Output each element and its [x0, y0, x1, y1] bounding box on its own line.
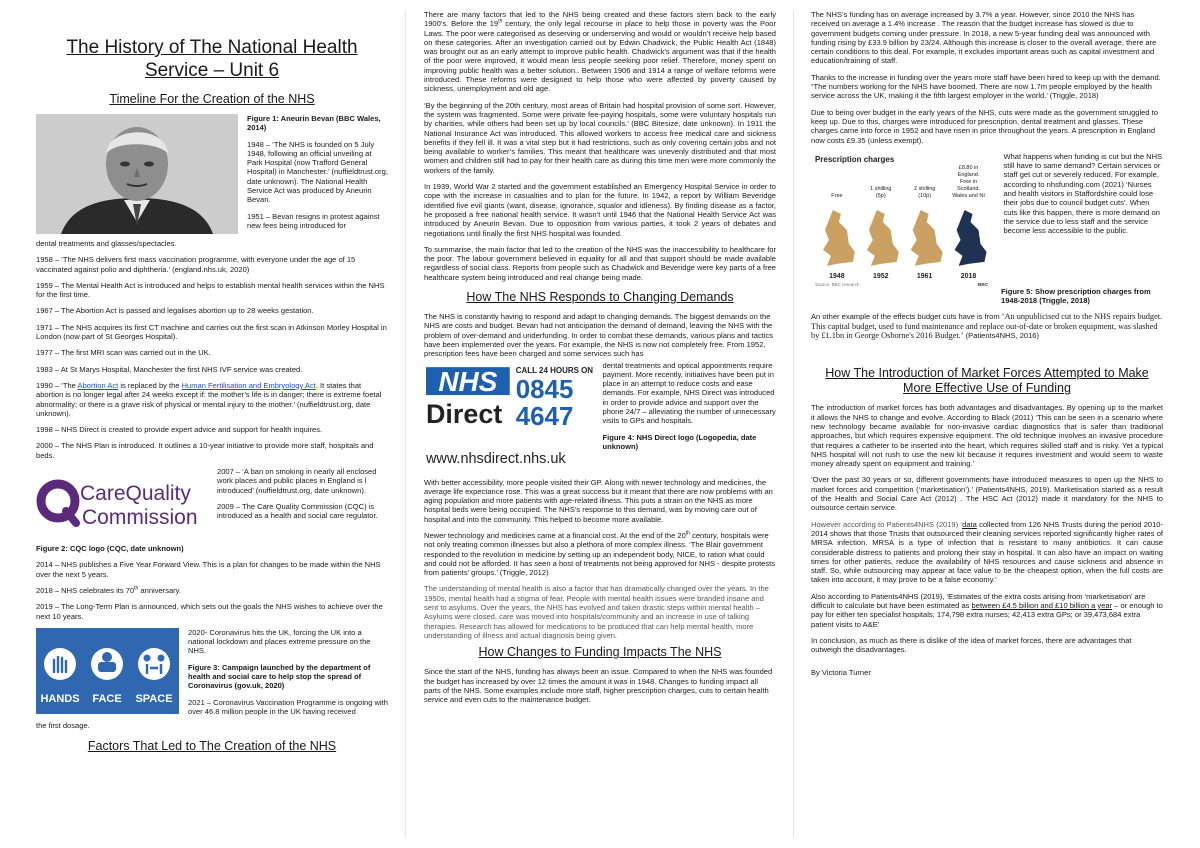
- figure-prescription: [811, 152, 1163, 290]
- figure-cqc-text: [217, 467, 387, 539]
- page-title: The History of The National Health Service – Unit 6: [66, 37, 358, 81]
- figure-2-caption: Figure 2: CQC logo (CQC, date unknown): [36, 544, 184, 554]
- figure-nhs-direct: [424, 361, 776, 473]
- demands-paragraph-1: The NHS is constantly having to respond and adapt to changing demands. The biggest demands on the NHS are costs and budget. Bevan had not anticipation the demand of demand, leaving the NHS with the problem of over-demand and underfunding. In order to combat these demands, various plans and tactics have been implemented over the years. For example, the NHS is now not completely free. From 1952, prescription fees have been charged and some services such has: [424, 312, 774, 359]
- timeline-entry-2021-continued: the first dosage.: [36, 721, 90, 731]
- chart-source: Source: BBC research: [814, 281, 860, 287]
- figure-bevan-text: [247, 114, 388, 234]
- figure-nhs-direct-text: [603, 361, 777, 473]
- market-p3-text-end: collected from 126 NHS Trusts during the period 2010-2014 shows that those Trusts that outsourced their cleaning services reported significantly higher rates of MRSA infection. MRSA is a type of infection that is resistant to many antibiotics. It can cause considerable distress to patients and prolong their stay in hospital. It can also have an impact on waiting times for other patients, reduce the availability of NHS resources and cause sickness and absence in staff. So, while outsourcing may appear at face value to be the cheapest option, when the full costs are taken into account, it may prove to be a false economy.’: [811, 519, 1163, 585]
- timeline-entry-1951-continued: dental treatments and glasses/spectacles.: [36, 239, 177, 248]
- byline: By Victoria Turner: [811, 668, 871, 678]
- timeline-entry-2007: 2007 – ‘A ban on smoking in nearly all enclosed work places and public places in England is l introduced’ (nuffieldtrust.org, date unknown).: [217, 467, 377, 495]
- funding-paragraph-4: Due to being over budget in the early years of the NHS, cuts were made as the government struggled to keep up. Due to this, charges were introduced for prescription, dental treatment and glasses. These charges came into force in 1952 and have risen in price throughout the years. A prescription in England now costs £9.35 (unless exempt).: [811, 107, 1158, 145]
- factors-paragraph-2: ‘By the beginning of the 20th century, most areas of Britain had hospital provision of some sort. However, the system was fragmented. Some were private fee-paying hospitals, some were voluntary hospitals run by charities, while others had been set up by local councils.’ (BBC Bitesize, date unknown). In 1911 the National Insurance Act was introduced. This allowed workers to access free medical care and sickness benefits if they fell ill. It was a vital step but it had restrictions, such as only covering certain jobs and not being available to worker’s families. This meant that healthcare was unevenly distributed and that most women and children still had to pay for their health care as during this time men were more commonly the workers of the family.: [424, 100, 776, 175]
- factors-paragraph-4: To summarise, the main factor that led to the creation of the NHS was the inaccessibility to healthcare for the poor. The labour government believed in equality for all and that support should be made available regardless of social class. Reports from people such as Chadwick and Beveridge were key parts of a free healthcare system being introduced and real change being made.: [424, 244, 776, 282]
- timeline-entry-1948: 1948 – ‘The NHS is founded on 5 July 1948, following an official unveiling at Park Hospital (now Trafford General Hospital) in Manchester.’ (nuffieldtrust.org, date unknown). The National Health Service Act was produced by Aneurin Bevan.: [247, 139, 388, 205]
- market-p4-text: Also according to Patients4NHS (2019), ‘Estimates of the extra costs arising from ‘marketisation’ are difficult to calculate but have been estimated as: [811, 591, 1146, 610]
- demands-paragraph-1-continued: dental treatments and optical appointments require payment. More recently, initiatives have been put in place in an attempt to reduce costs and ease demands. For example, NHS Direct was introduced in order to provide advice and support over the phone 24/7 – alleviating the number of unnecessary visits to GPs and hospitals.: [602, 360, 776, 426]
- chart-price-label-1952: 1 shilling (5p): [870, 185, 892, 199]
- figure-campaign-text: [188, 628, 388, 716]
- timeline-entry-2018: [36, 586, 388, 595]
- timeline-entry-2014: 2014 – NHS publishes a Five Year Forward View. This is a plan for changes to be made within the NHS over the next 5 years.: [36, 560, 381, 579]
- column-timeline: [36, 26, 388, 841]
- funding-p5-quote: ‘An unpublicised cut to the NHS repairs budget. This capital budget, used to fund maintenance and replace out-of-date or broken equipment, was slashed by £1.1bn in George Osborne's 2016 Budget.’: [811, 312, 1163, 341]
- funding-paragraph-2: The NHS’s funding has on average increased by 3.7% a year. However, since 2010 the NHS has received on average a 1.4% increase . The reason that the budget increase has slowed is due to government budgets coming under pressure. In 2018, a new 5-year funding deal was announced with funding rising by £33.9 billion by 23/24. Although this increase is closer to the overall average, there are certain conditions to this deal. For example, it excludes important areas such as capital investment and education/training of staff.: [811, 10, 1157, 66]
- figure-1-caption: Figure 1: Aneurin Bevan (BBC Wales, 2014): [247, 114, 381, 133]
- funding-paragraph-3: Thanks to the increase in funding over the years more staff have been hired to keep up with the demand. “The numbers working for the NHS have boomed. There are now 1.7m people employed by the health service across the UK, making it the fifth largest employer in the world.’ (Triggle, 2018): [811, 72, 1161, 101]
- demands-p3-text-end: century, hospitals were not only treating common illnesses but also a plethora of more complex illness. ‘The Blair government responded to the revolution in medicine by setting up an independent body, NICE, to ration what could and could not be afforded. It has seen a host of treatments not being approved for NHS - despite protests from patients’ groups.’ (Triggle, 2012): [424, 530, 776, 578]
- campaign-label-face: FACE: [92, 692, 122, 705]
- abortion-act-link[interactable]: Abortion Act: [77, 380, 119, 390]
- logo-call-text: CALL 24 HOURS ON: [515, 365, 594, 375]
- logo-number-1: 0845: [515, 375, 574, 404]
- factors-paragraph-1: [424, 10, 776, 94]
- logo-direct-text: Direct: [425, 398, 503, 429]
- timeline-entry-2009: 2009 – The Care Quality Commission (CQC) is introduced as a health and social care regulator.: [217, 501, 378, 521]
- entry-1990-text-c: . It states that abortion is no longer legal after 24 weeks except if: the mother’s life is in danger; there is extreme foetal abnormality; or there is a grave risk of physical or mental injury to the mother.’ (nuffieldtrust.org, date unknown).: [36, 380, 382, 418]
- chart-year-label-1948: 1948: [829, 272, 845, 280]
- entry-2018-text-end: anniversary.: [138, 585, 181, 595]
- market-p3-underlined: data: [962, 519, 977, 529]
- entry-2018-text: 2018 – NHS celebrates its 70: [36, 585, 135, 595]
- figure-cqc: [36, 467, 388, 539]
- figure-3-caption: Figure 3: Campaign launched by the department of health and social care to help stop the spread of Coronavirus (gov.uk, 2020): [188, 662, 371, 691]
- logo-nhs-text: NHS: [438, 365, 498, 397]
- hfe-act-link[interactable]: Human Fertilisation and Embryology Act: [181, 380, 316, 390]
- logo-number-2: 4647: [515, 402, 574, 431]
- market-paragraph-3: [811, 520, 1163, 585]
- hands-face-space-graphic: [36, 628, 179, 714]
- prescription-charges-chart: [811, 152, 994, 290]
- market-p3-text: However according to Patients4NHS (2019) ‘: [811, 519, 963, 529]
- chart-price-label-1948: Free: [831, 192, 843, 199]
- market-p4-text-end: – or enough to pay for either ten specialist hospitals; 174,798 extra nurses; 42,413 extra GPs; or 39,473,684 extra patient visits to A&E’: [811, 600, 1163, 629]
- timeline-entry-2019: 2019 – The Long-Term Plan is announced, which sets out the goals the NHS wishes to achieve over the next 10 years.: [36, 602, 383, 621]
- entry-1990-text-a: 1990 – ‘The: [36, 380, 78, 390]
- market-p4-underlined: between £4.5 billion and £10 billion a year: [971, 600, 1113, 610]
- factors-p1-text: There are many factors that led to the NHS being created and these factors stem back to the early 1900’s. Before the 19: [424, 10, 776, 29]
- figure-5-caption: Figure 5: Show prescription charges from 1948-2018 (Triggle, 2018): [1001, 286, 1151, 306]
- column-factors: [424, 10, 776, 825]
- factors-heading: Factors That Led to The Creation of the NHS: [87, 738, 337, 753]
- cqc-logo-line1: CareQuality: [80, 482, 191, 506]
- chart-year-label-1961: 1961: [916, 272, 933, 280]
- column-funding: [811, 10, 1163, 825]
- timeline-entry-1990: [36, 381, 388, 418]
- timeline-entry-1971: 1971 – The NHS acquires its first CT machine and carries out the first scan in Atkinson Morley Hospital in London (now part of St Georges Hospital).: [36, 322, 387, 342]
- nhs-direct-logo: [424, 361, 594, 473]
- entry-2018-sup: th: [134, 585, 139, 592]
- budget-cut-sidebar-text: What happens when funding is cut but the NHS still have to same demand? Certain services or staff get cut or severely reduced. For example, according to nhsfunding.com (2021) ‘Nurses and health visitors in Staffordshire could lose their jobs due to council budget cuts’. When cuts like this happen, there is more demand on the service due to less staff and the service become less accessible to the public.: [1003, 151, 1163, 236]
- timeline-entry-2021: 2021 – Coronavirus Vaccination Programme is ongoing with over 46.8 million people in the UK having received: [188, 697, 388, 716]
- figure-4-caption: Figure 4: NHS Direct logo (Logopedia, date unknown): [602, 432, 757, 451]
- factors-p1-text-end: century, the only legal recourse in place to help those in poverty was the Poor Laws. The poor were categorised as deserving or underserving and would or wouldn’t receive help based on these categories. After an investigation carried out by Edwin Chadwick, the Public Health Act (1848) was brought out as an early attempt to improve public health. Chadwick's argument was that if the health of the poor were improved, it would mean less people seeking poor relief. Therefore, money spent on improving public health was a better solution.. Between 1906 and 1914 a range of welfare reforms were introduced. These reforms were designed to help those who were affected by poverty caused by sickness, unemployment and old age.: [424, 19, 776, 94]
- factors-p1-sup: th: [498, 18, 503, 25]
- timeline-entry-1998: 1998 – NHS Direct is created to provide expert advice and support for health inquires.: [36, 425, 323, 435]
- chart-year-label-2018: 2018: [960, 272, 977, 280]
- figure-bevan: [36, 114, 388, 234]
- figure-campaign: [36, 628, 388, 716]
- demands-paragraph-2: With better accessibility, more people visited their GP. Along with newer technology and medicines, the average life expectance rose. This was a great success but it meant that there are now problems with an aging population and more patients with age-related illness. This puts a strain on the NHS as more hospital beds were being occupied. The NHS’s response to this demand, was by moving care out of hospital and into the community. This helped to become more available.: [424, 477, 773, 524]
- timeline-entry-1977: 1977 – The first MRI scan was carried out in the UK.: [36, 348, 211, 358]
- timeline-entry-1958: 1958 – ‘The NHS delivers first mass vaccination programme, with everyone under the age of 15 vaccinated against polio and diphtheria.’ (england.nhs.uk, 2020): [36, 255, 356, 274]
- demands-heading: How The NHS Responds to Changing Demands: [466, 290, 734, 305]
- timeline-entry-1951: 1951 – Bevan resigns in protest against new fees being introduced for: [247, 211, 380, 230]
- market-forces-heading: How The Introduction of Market Forces Attempted to Make More Effective Use of Funding: [825, 366, 1149, 396]
- timeline-entry-1959: 1959 – The Mental Health Act is introduced and helps to establish mental health services within the NHS for the first time.: [36, 280, 385, 300]
- cqc-logo: [36, 467, 208, 539]
- campaign-label-hands: HANDS: [40, 692, 80, 705]
- funding-heading: How Changes to Funding Impacts The NHS: [478, 645, 722, 660]
- timeline-entry-1967: 1967 – The Abortion Act is passed and legalises abortion up to 28 weeks gestation.: [36, 306, 314, 316]
- demands-p3-text: Newer technology and medicines came at a financial cost. At the end of the 20: [424, 530, 686, 540]
- chart-brand: BBC: [977, 281, 989, 288]
- column-divider-2: [793, 10, 794, 838]
- chart-price-label-1961: 2 shilling (10p): [914, 185, 936, 199]
- market-paragraph-2: ‘Over the past 30 years or so, different governments have introduced measures to open up the NHS to market forces and competition (‘marketisation’).’ (Patients4NHS, 2019). Marketisation started as a result of the Health and Social Care Act (2012) . The HSC Act (2012) made it mandatory for the NHS to outsource certain service.: [811, 475, 1163, 513]
- timeline-entry-2000: 2000 – The NHS Plan is introduced. It outlines a 10-year initiative to provide more staff, hospitals and beds.: [36, 441, 374, 460]
- funding-p5-text: An other example of the effects budget cuts have is from: [811, 312, 1002, 322]
- figure-prescription-text: [1003, 152, 1163, 290]
- cqc-logo-line2: Commission: [82, 506, 198, 530]
- column-divider-1: [405, 10, 406, 838]
- timeline-entry-1983: 1983 – At St Marys Hospital, Manchester the first NHS IVF service was created.: [36, 364, 303, 374]
- funding-paragraph-1: Since the start of the NHS, funding has always been an issue. Compared to when the NHS was founded the budget has increased by over 12 times the amount it was in 1948. Changes to funding impact all parts of the NHS. Some examples include more staff, higher prescription charges, cuts to certain health service and even cuts to the maintenance budget.: [424, 667, 773, 705]
- chart-year-label-1952: 1952: [873, 272, 889, 280]
- timeline-entry-2020: 2020- Coronavirus hits the UK, forcing the UK into a national lockdown and places extreme pressure on the NHS.: [188, 627, 371, 656]
- chart-price-label-2018: £8.80 in England. Free in Scotland, Wales and NI: [952, 165, 985, 199]
- market-paragraph-1: The introduction of market forces has both advantages and disadvantages. By opening up to the market it allows the NHS to change and evolve. According to Black (2011) ‘This can be seen in a scenario where new technology became available for non-invasive cardiac diagnostics that is safer than traditional approaches, but which requires expensive equipment. The old technique involves an invasive procedure that requires a catheter to be inserted into the heart, which requires skilled staff and is risky. Yet a typical NHS hospital will not rush to use the new kit because it requires investment and would seem to waste money already spent on equipment and training.’: [811, 403, 1163, 469]
- demands-paragraph-4: The understanding of mental health is also a factor that has dramatically changed over the years. In the 1950s, mental health had a stigma of fear. People with mental health issues were branded insane and sent to asylums. Over the years, the NHS has evolved and taken drastic steps within mental health – Asylums were closed, care was moved into hospitals/community and an increase in use of talking therapies. Research has allowed for medications to be produced that can help mental health, more understanding of illness and actual diagnosis being given.: [424, 584, 769, 640]
- funding-p5-citation: (Patients4NHS, 2016): [963, 331, 1040, 341]
- factors-paragraph-3: In 1939, World War 2 started and the government established an Emergency Hospital Service in order to cope with the increase in casualties and to plan for the future. In 1942, a report by William Beveridge identified five evil giants (want, disease, ignorance, squalor and idleness). By finding disease as a factor, he proposed a free national health service. It wasn’t until 1946 that the National Health Service Act was introduced by Aneurin Bevan. Due to opposition from various parties, it took 2 years of debates and negotiations until finally the first NHS hospital was founded.: [424, 182, 776, 238]
- funding-paragraph-5: [811, 312, 1163, 340]
- market-paragraph-4: [811, 592, 1163, 629]
- market-conclusion: In conclusion, as much as there is dislike of the idea of market forces, there are advantages that outweigh the disadvantages.: [811, 635, 1132, 655]
- chart-title: Prescription charges: [814, 155, 895, 165]
- entry-1990-text-b: is replaced by the: [118, 380, 182, 390]
- demands-paragraph-3: [424, 531, 776, 577]
- logo-url-text: www.nhsdirect.nhs.uk: [425, 450, 566, 467]
- campaign-label-space: SPACE: [135, 692, 173, 705]
- timeline-heading: Timeline For the Creation of the NHS: [109, 92, 315, 106]
- bevan-photo: [36, 114, 238, 234]
- demands-p3-sup: th: [685, 530, 690, 537]
